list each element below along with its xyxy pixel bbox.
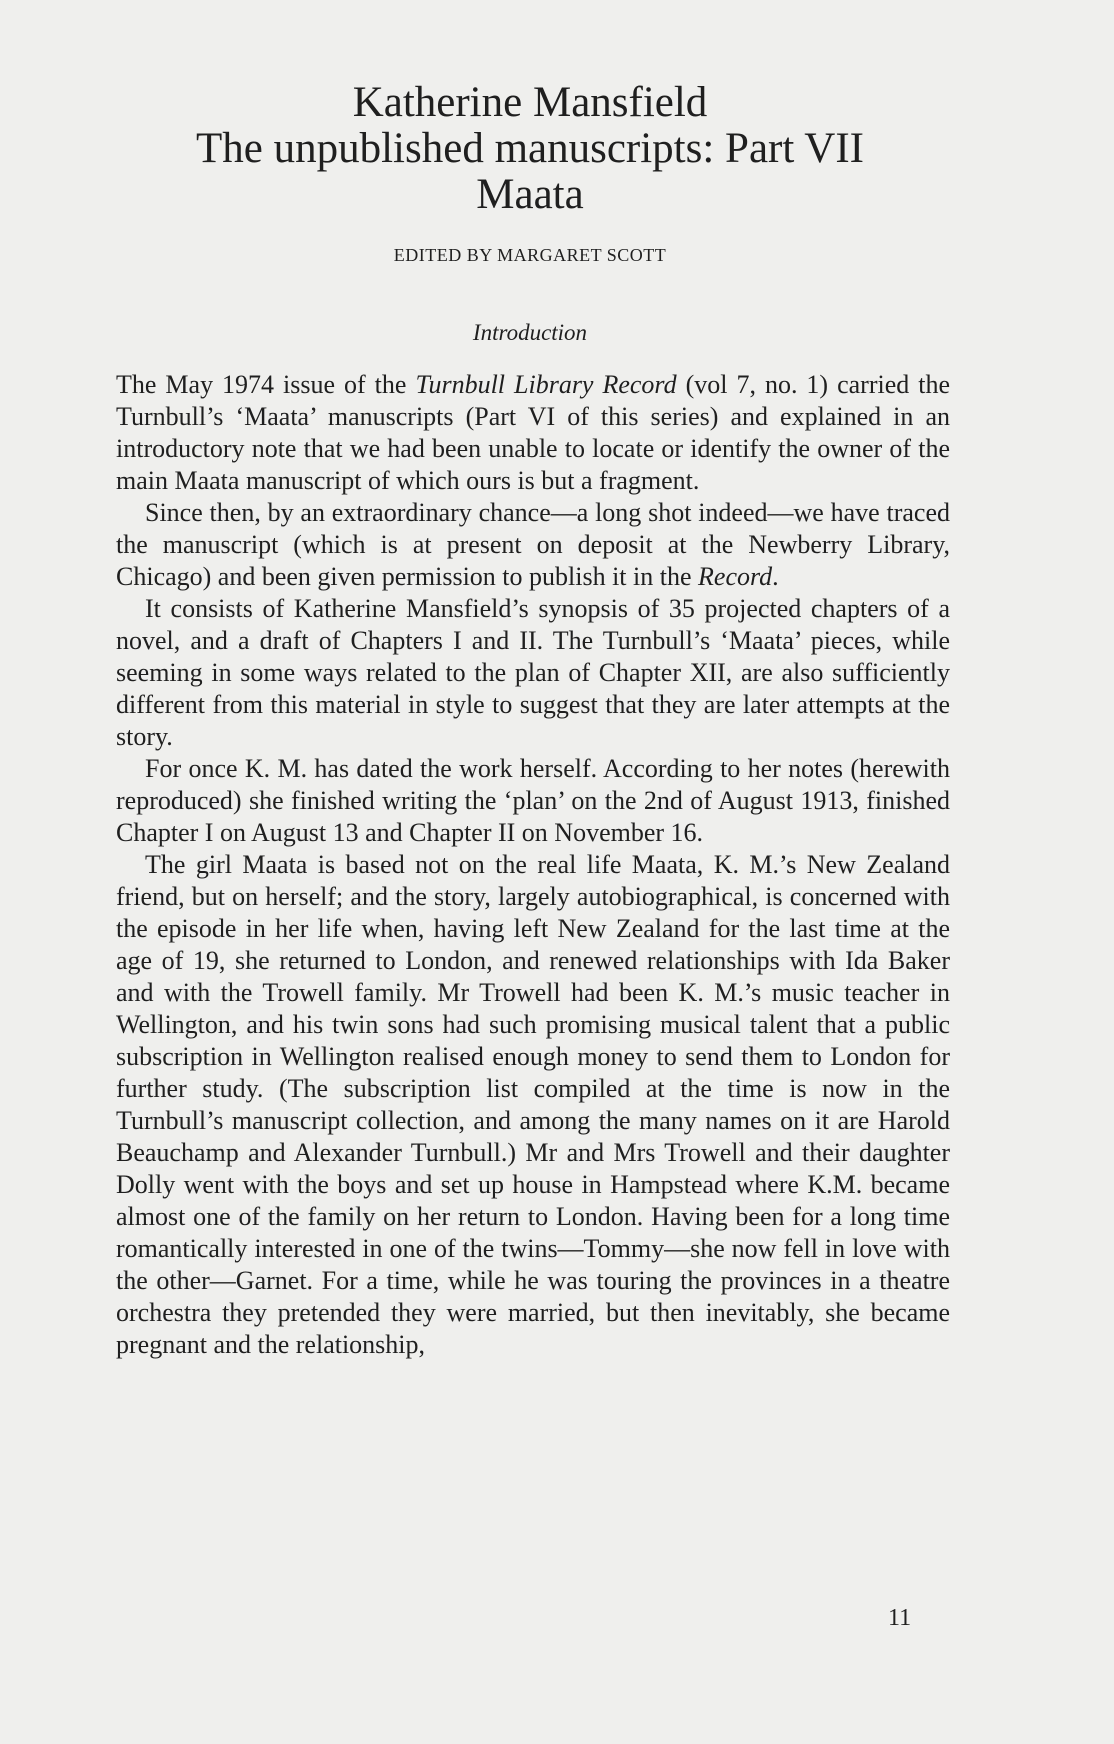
page-number: 11 bbox=[888, 1605, 912, 1631]
paragraph-2-text-b: . bbox=[772, 562, 779, 591]
paragraph-4: For once K. M. has dated the work herself. According to her notes (herewith reproduced) she finished writing the ‘plan’ on the 2nd of August 1913, finished Chapter I on August 13 and Chapter II on November 16. bbox=[116, 754, 950, 847]
article-title bbox=[0, 80, 1060, 218]
paragraph-1 bbox=[116, 369, 950, 497]
paragraph-5: The girl Maata is based not on the real life Maata, K. M.’s New Zealand friend, but on herself; and the story, largely autobiographical, is concerned with the episode in her life when, having left New Zealand for the last time at the age of 19, she returned to London, and renewed relationships with Ida Baker and with the Trowell family. Mr Trowell had been K. M.’s music teacher in Wellington, and his twin sons had such promising musical talent that a public subscription in Wellington realised enough money to send them to London for further study. (The subscription list compiled at the time is now in the Turnbull’s manuscript collection, and among the many names on it are Harold Beauchamp and Alexander Turnbull.) Mr and Mrs Trowell and their daughter Dolly went with the boys and set up house in Hampstead where K.M. became almost one of the family on her return to London. Having been for a long time romantically interested in one of the twins—Tommy—she now fell in love with the other—Garnet. For a time, while he was touring the provinces in a theatre orchestra they pretended they were married, but then inevitably, she became pregnant and the relationship, bbox=[116, 850, 950, 1359]
title-author: Katherine Mansfield bbox=[352, 79, 708, 126]
editor-credit: EDITED BY MARGARET SCOTT bbox=[393, 245, 667, 265]
section-heading: Introduction bbox=[472, 320, 588, 345]
paragraph-1-text-b: (vol 7, no. 1) carried the Turnbull’s ‘Maata’ manuscripts (Part VI of this series) and explained in an introductory note that we had been unable to locate or identify the owner of the main Maata manuscript of which ours is but a fragment. bbox=[116, 370, 950, 495]
title-series: The unpublished manuscripts: Part VII bbox=[196, 125, 864, 172]
paragraph-2-italic: Record bbox=[698, 562, 773, 591]
paragraph-1-italic: Turnbull Library Record bbox=[415, 370, 677, 399]
paragraph-2 bbox=[116, 497, 950, 593]
paragraph-1-text-a: The May 1974 issue of the bbox=[116, 370, 416, 399]
article-body bbox=[116, 369, 950, 1361]
paragraph-3: It consists of Katherine Mansfield’s synopsis of 35 projected chapters of a novel, and a draft of Chapters I and II. The Turnbull’s ‘Maata’ pieces, while seeming in some ways related to the plan of Chapter XII, are also sufficiently different from this material in style to suggest that they are later attempts at the story. bbox=[116, 594, 950, 751]
title-work: Maata bbox=[476, 171, 584, 218]
paragraph-2-text-a: Since then, by an extraordinary chance—a long shot indeed—we have traced the manuscript (which is at present on deposit at the Newberry Library, Chicago) and been given permission to publish it in the bbox=[116, 498, 950, 591]
